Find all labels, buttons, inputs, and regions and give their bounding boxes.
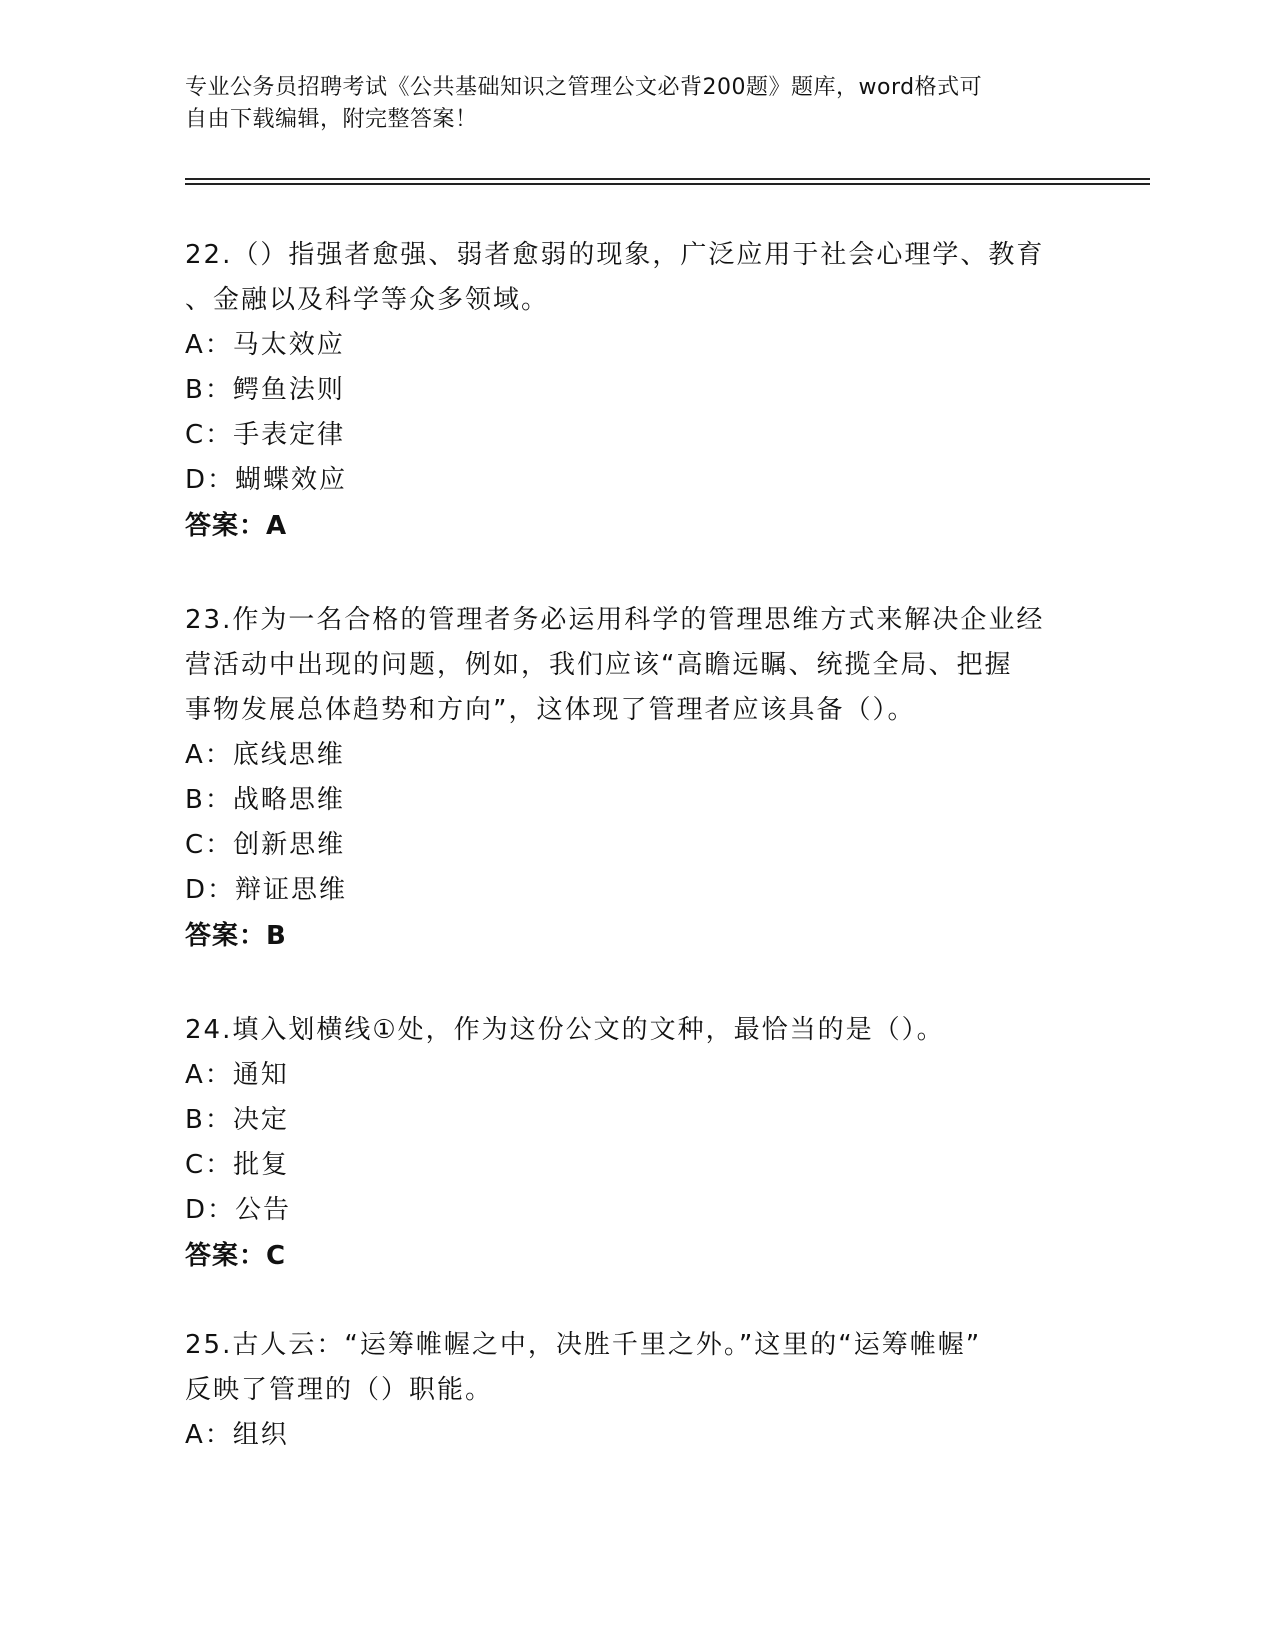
option-a: A：组织	[185, 1420, 289, 1450]
question-23	[185, 598, 1075, 959]
answer: 答案：A	[185, 511, 288, 541]
option-c: C：批复	[185, 1150, 290, 1180]
option-a: A：通知	[185, 1060, 289, 1090]
question-25	[185, 1323, 1075, 1458]
question-stem-line: 23.作为一名合格的管理者务必运用科学的管理思维方式来解决企业经	[185, 605, 1045, 635]
question-stem-line: 反映了管理的（）职能。	[185, 1375, 494, 1405]
answer: 答案：C	[185, 1241, 287, 1271]
option-d: D：辩证思维	[185, 875, 348, 905]
question-24	[185, 1008, 1075, 1279]
question-stem-line: 25.古人云：“运筹帷幄之中，决胜千里之外。”这里的“运筹帷幄”	[185, 1330, 982, 1360]
answer: 答案：B	[185, 921, 287, 951]
header-divider-top	[185, 178, 1150, 180]
option-c: C：手表定律	[185, 420, 346, 450]
option-b: B：决定	[185, 1105, 289, 1135]
question-stem-line: 22.（）指强者愈强、弱者愈弱的现象，广泛应用于社会心理学、教育	[185, 240, 1045, 270]
option-a: A：马太效应	[185, 330, 345, 360]
question-stem-line: 营活动中出现的问题，例如，我们应该“高瞻远瞩、统揽全局、把握	[185, 650, 1013, 680]
option-c: C：创新思维	[185, 830, 346, 860]
header-line-2: 自由下载编辑，附完整答案！	[185, 107, 478, 132]
question-stem-line: 事物发展总体趋势和方向”，这体现了管理者应该具备（）。	[185, 695, 916, 725]
option-b: B：鳄鱼法则	[185, 375, 345, 405]
option-b: B：战略思维	[185, 785, 345, 815]
question-stem-line: 、金融以及科学等众多领域。	[185, 285, 550, 315]
question-22	[185, 233, 1075, 549]
header-divider-bottom	[185, 183, 1150, 185]
option-a: A：底线思维	[185, 740, 345, 770]
option-d: D：蝴蝶效应	[185, 465, 348, 495]
header-line-1: 专业公务员招聘考试《公共基础知识之管理公文必背200题》题库，word格式可	[185, 75, 983, 100]
question-stem-line: 24.填入划横线①处，作为这份公文的文种，最恰当的是（）。	[185, 1015, 945, 1045]
document-header	[185, 72, 1065, 136]
option-d: D：公告	[185, 1195, 292, 1225]
